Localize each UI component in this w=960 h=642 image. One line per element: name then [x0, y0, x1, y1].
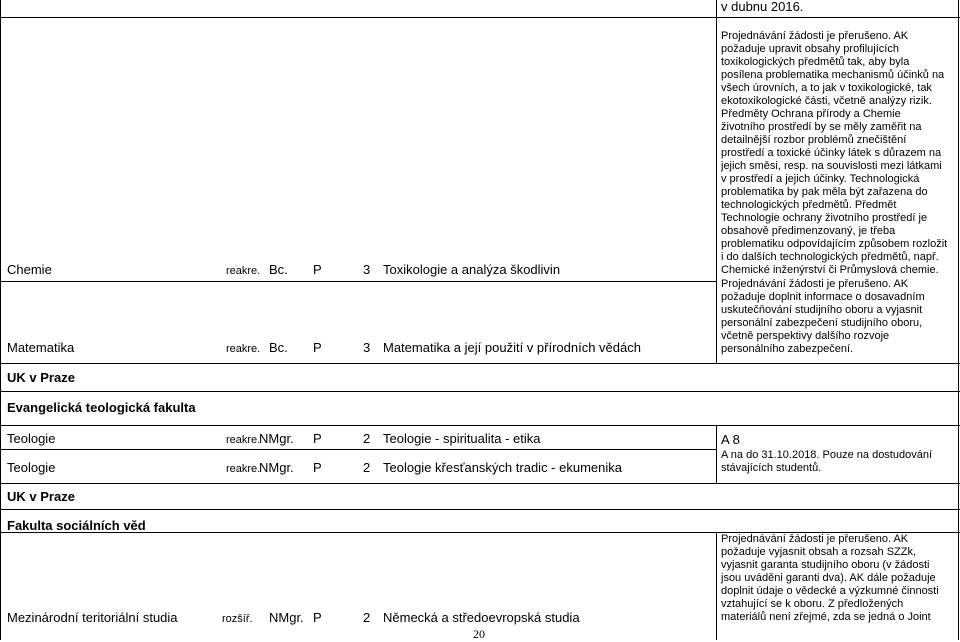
study-form: P — [313, 340, 322, 355]
field-name: Mezinárodní teritoriální studia — [7, 610, 178, 625]
degree: NMgr. — [259, 460, 294, 475]
university-heading: UK v Praze — [7, 489, 75, 504]
specialization: Matematika a její použití v přírodních vědách — [383, 340, 641, 355]
university-heading: UK v Praze — [7, 370, 75, 385]
program-type: reakre. — [226, 434, 261, 446]
page-number: 20 — [473, 627, 485, 641]
specialization: Německá a středoevropská studia — [383, 610, 580, 625]
specialization: Teologie - spiritualita - etika — [383, 431, 541, 446]
study-form: P — [313, 431, 322, 446]
faculty-heading: Evangelická teologická fakulta — [7, 400, 196, 415]
specialization: Teologie křesťanských tradic - ekumenika — [383, 460, 622, 475]
program-type: reakre. — [226, 463, 261, 475]
study-form: P — [313, 262, 322, 277]
field-name: Chemie — [7, 262, 52, 277]
faculty-heading: Fakulta sociálních věd — [7, 518, 146, 533]
program-type: reakre. — [226, 265, 261, 277]
study-form: P — [313, 460, 322, 475]
program-type: rozšíř. — [222, 613, 253, 625]
field-name: Matematika — [7, 340, 75, 355]
degree: Bc. — [269, 262, 288, 277]
top-remark: v dubnu 2016. — [721, 0, 804, 14]
program-type: reakre. — [226, 343, 261, 355]
study-years: 3 — [363, 340, 371, 355]
degree: NMgr. — [259, 431, 294, 446]
study-years: 3 — [363, 262, 371, 277]
study-years: 2 — [363, 431, 371, 446]
study-form: P — [313, 610, 322, 625]
degree: NMgr. — [269, 610, 304, 625]
remark-grade: A 8 — [721, 432, 740, 447]
degree: Bc. — [269, 340, 288, 355]
field-name: Teologie — [7, 460, 56, 475]
study-years: 2 — [363, 460, 371, 475]
field-name: Teologie — [7, 431, 56, 446]
specialization: Toxikologie a analýza škodlivin — [383, 262, 561, 277]
study-years: 2 — [363, 610, 371, 625]
